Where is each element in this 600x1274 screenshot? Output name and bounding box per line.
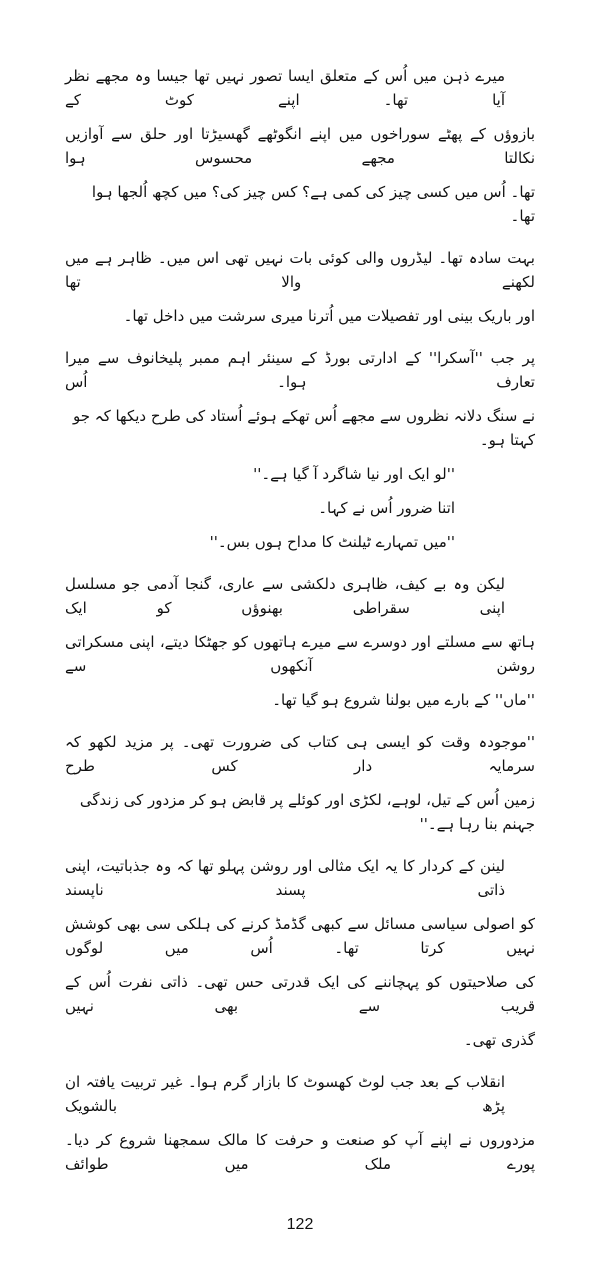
text-line: بازوؤں کے پھٹے سوراخوں میں اپنے انگوٹھے گھسیڑتا اور حلق سے آوازیں نکالتا مجھے محسوس ہوا xyxy=(65,125,535,167)
text-line: گذری تھی۔ xyxy=(463,1031,535,1049)
text-line: ہاتھ سے مسلتے اور دوسرے سے میرے ہاتھوں کو جھٹکا دیتے، اپنی مسکراتی روشن آنکھوں سے xyxy=(65,633,535,675)
text-line: انقلاب کے بعد جب لوٹ کھسوٹ کا بازار گرم ہوا۔ غیر تربیت یافتہ ان پڑھ بالشویک xyxy=(65,1073,505,1115)
quote-line: ''موجودہ وقت کو ایسی ہی کتاب کی ضرورت تھی۔ پر مزید لکھو کہ سرمایہ دار کس طرح xyxy=(65,733,535,775)
text-line: اور باریک بینی اور تفصیلات میں اُترنا میری سرشت میں داخل تھا۔ xyxy=(123,307,535,325)
text-line: نے سنگ دلانہ نظروں سے مجھے اُس تھکے ہوئے اُستاد کی طرح دیکھا کہ جو کہتا ہو۔ xyxy=(73,407,535,449)
text-line: ''ماں'' کے بارے میں بولنا شروع ہو گیا تھا۔ xyxy=(272,691,535,709)
text-line: لیکن وہ بے کیف، ظاہری دلکشی سے عاری، گنجا آدمی جو مسلسل اپنی سقراطی بھنوؤں کو ایک xyxy=(65,575,505,617)
text-line: بہت سادہ تھا۔ لیڈروں والی کوئی بات نہیں تھی اس میں۔ ظاہر ہے میں لکھنے والا تھا xyxy=(65,249,535,291)
text-line: میرے ذہن میں اُس کے متعلق ایسا تصور نہیں تھا جیسا وہ مجھے نظر آیا تھا۔ اپنے کوٹ کے xyxy=(65,67,505,109)
quote-line: زمین اُس کے تیل، لوہے، لکڑی اور کوئلے پر قابض ہو کر مزدور کی زندگی جہنم بنا رہا ہے۔'' xyxy=(79,791,535,833)
text-line: تھا۔ اُس میں کسی چیز کی کمی ہے؟ کس چیز کی؟ میں کچھ اُلجھا ہوا تھا۔ xyxy=(91,183,535,225)
text-line: پر جب ''آسکرا'' کے ادارتی بورڈ کے سینئر اہم ممبر پلیخانوف سے میرا تعارف ہوا۔ اُس xyxy=(65,349,535,391)
text-line: اتنا ضرور اُس نے کہا۔ xyxy=(318,499,455,517)
text-line: لینن کے کردار کا یہ ایک مثالی اور روشن پہلو تھا کہ وہ جذباتیت، اپنی ذاتی پسند ناپسند xyxy=(65,857,505,899)
text-line: کی صلاحیتوں کو پہچاننے کی ایک قدرتی حس تھی۔ ذاتی نفرت اُس کے قریب سے بھی نہیں xyxy=(65,973,535,1015)
quote-line: ''میں تمہارے ٹیلنٹ کا مداح ہوں بس۔'' xyxy=(209,533,455,551)
page-number: 122 xyxy=(286,1216,314,1233)
quote-line: ''لو ایک اور نیا شاگرد آ گیا ہے۔'' xyxy=(253,465,455,483)
text-line: کو اصولی سیاسی مسائل سے کبھی گڈمڈ کرنے کی ہلکی سی بھی کوشش نہیں کرتا تھا۔ اُس میں لوگوں xyxy=(65,915,535,957)
text-line: مزدوروں نے اپنے آپ کو صنعت و حرفت کا مالک سمجھنا شروع کر دیا۔ پورے ملک میں طوائف xyxy=(65,1131,535,1173)
